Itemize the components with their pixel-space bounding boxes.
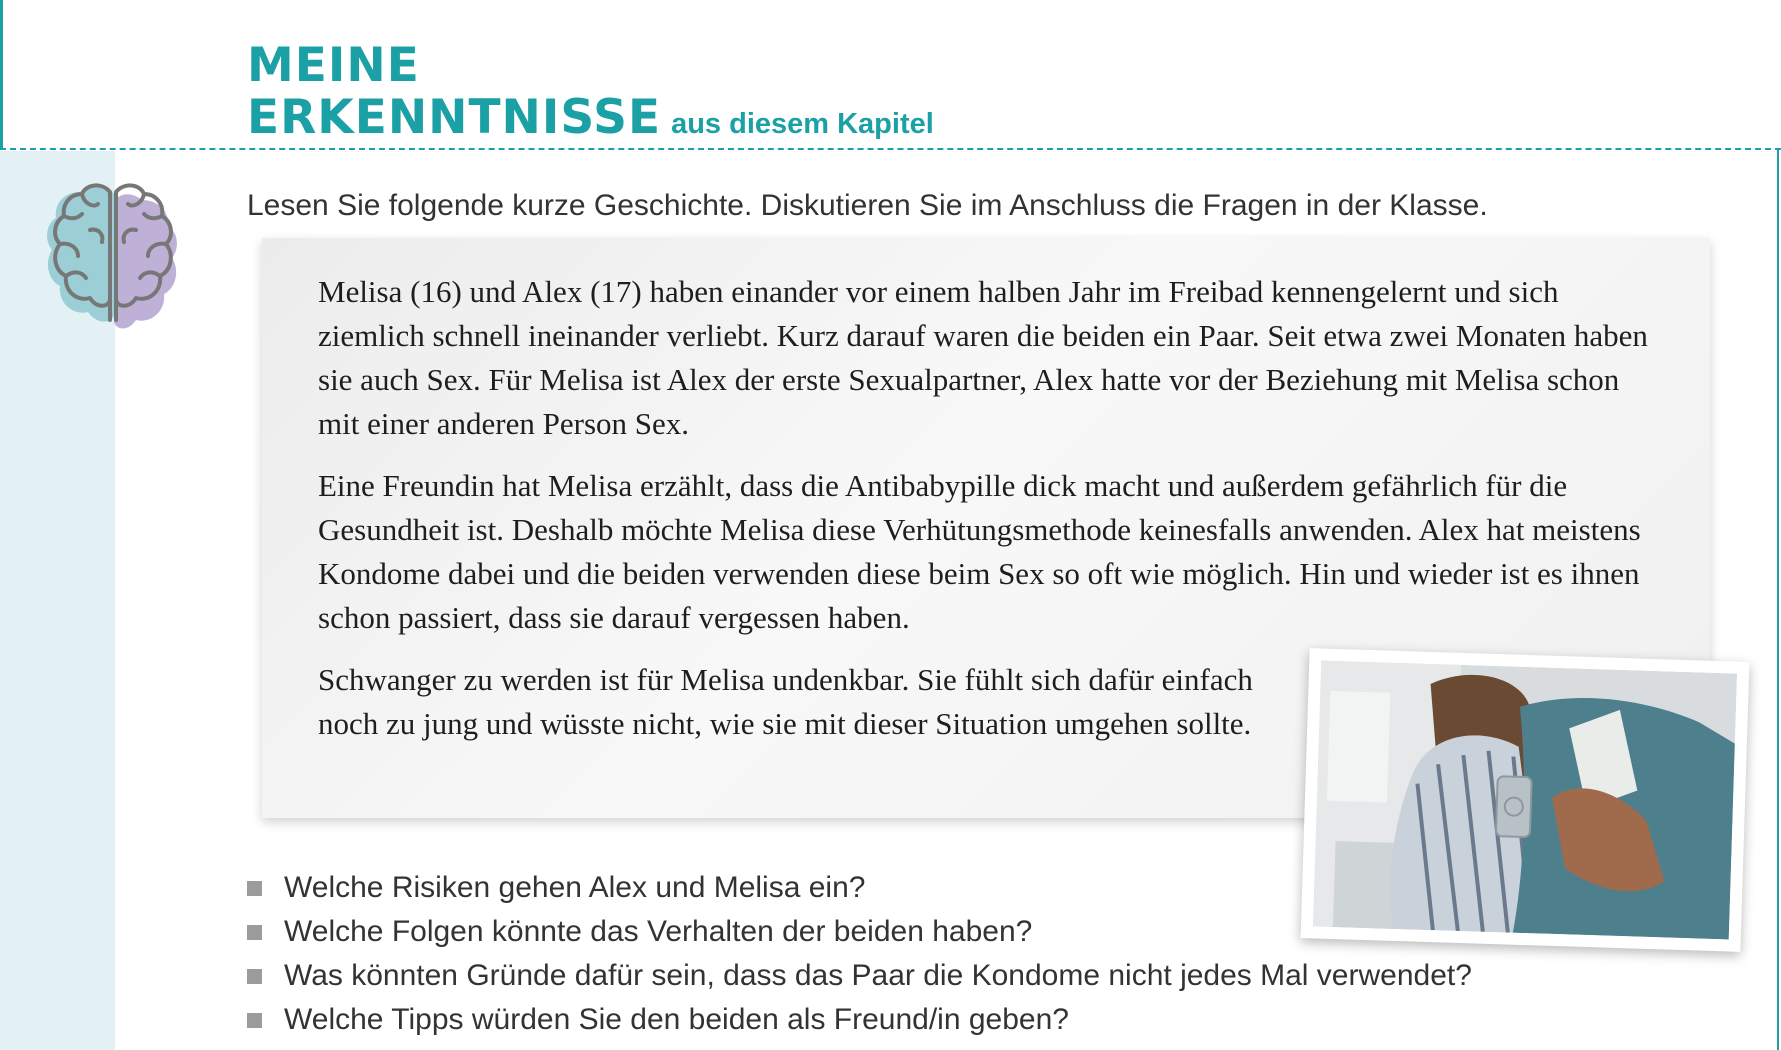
title-main: ERKENNTNISSE <box>247 90 662 145</box>
square-bullet-icon <box>247 881 262 896</box>
list-item <box>247 998 1647 1042</box>
story-paragraph-1: Melisa (16) und Alex (17) haben einander vor einem halben Jahr im Freibad kennengelernt und sich ziemlich schnell ineinander verliebt. Kurz darauf waren die beiden ein Paar. Seit etwa zwei Monaten haben sie auch Sex. Für Melisa ist Alex der erste Sexualpartner, Alex hatte vor der Beziehung mit Melisa schon mit einer anderen Person Sex. <box>318 274 1648 441</box>
title-line-1: MEINE <box>247 38 420 93</box>
list-item <box>247 910 1647 954</box>
title-line-2 <box>247 92 934 150</box>
square-bullet-icon <box>247 969 262 984</box>
list-item <box>247 954 1647 998</box>
story-paragraph-2: Eine Freundin hat Melisa erzählt, dass die Antibabypille dick macht und außerdem gefährlich für die Gesundheit ist. Deshalb möchte Melisa diese Verhütungsmethode keinesfalls anwenden. Alex hat meistens Kondome dabei und die beiden verwenden diese beim Sex so oft wie möglich. Hin und wieder ist es ihnen schon passiert, dass sie darauf vergessen haben. <box>318 468 1641 635</box>
question-text: Was könnten Gründe dafür sein, dass das Paar die Kondome nicht jedes Mal verwendet? <box>284 959 1472 992</box>
story-paragraph-3: Schwanger zu werden ist für Melisa undenkbar. Sie fühlt sich dafür einfach noch zu jung und wüsste nicht, wie sie mit dieser Situation umgehen sollte. <box>318 662 1253 741</box>
question-list <box>247 866 1647 1042</box>
content-right-rule <box>1777 148 1779 1050</box>
intro-text: Lesen Sie folgende kurze Geschichte. Diskutieren Sie im Anschluss die Fragen in der Klasse. <box>247 189 1488 222</box>
question-text: Welche Folgen könnte das Verhalten der beiden haben? <box>284 915 1033 948</box>
title-subtitle: aus diesem Kapitel <box>671 108 934 140</box>
question-text: Welche Tipps würden Sie den beiden als Freund/in geben? <box>284 1003 1069 1036</box>
list-item <box>247 866 1647 910</box>
header-left-rule <box>0 0 3 150</box>
page-title <box>247 40 934 150</box>
square-bullet-icon <box>247 925 262 940</box>
square-bullet-icon <box>247 1013 262 1028</box>
question-text: Welche Risiken gehen Alex und Melisa ein? <box>284 871 866 904</box>
brain-icon <box>42 170 184 338</box>
